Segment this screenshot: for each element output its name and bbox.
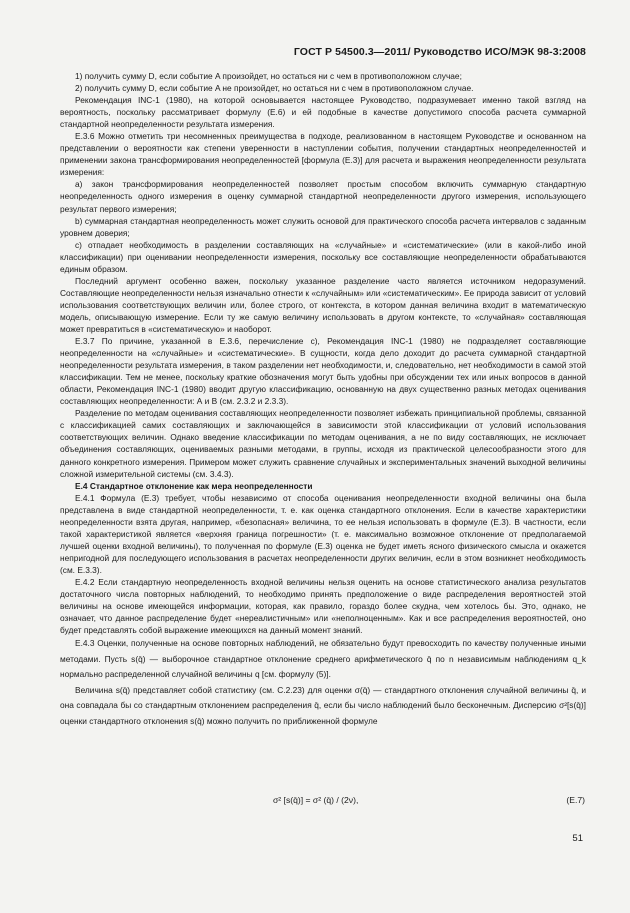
formula-expression: σ² [s(q̄)] = σ² (q̄) / (2ν), [273,795,359,805]
paragraph: Величина s(q̄) представляет собой статистику (см. С.2.23) для оценки σ(q̄) — стандартного отклонения случайной величины q̄, и она совпадала бы со стандартным отклонением распределения q̄, если бы число наблюдений было бесконечным. Дисперсию σ²[s(q̄)] оценки стандартного отклонения s(q̄) можно получить по приближенной формуле [60,684,586,726]
page-header: ГОСТ Р 54500.3—2011/ Руководство ИСО/МЭК 98-3:2008 [293,46,586,58]
paragraph: Разделение по методам оценивания составляющих неопределенности позволяет избежать принципиальной проблемы, связанной с классификацией самих составляющих и заключающейся в зависимости этой классификации от условий использования соответствующих величин. Однако введение классификации по методам оценивания, а не по виду составляющих, не исключает объединения составляющих, оцениваемых разными методами, в группы, исходя из практической целесообразности этого для данного конкретного измерения. Примером может служить сравнение случайных и экспериментальных значений выходной величины сложной измерительной системы (см. 3.4.3). [60,408,586,479]
paragraph: Е.4.1 Формула (Е.3) требует, чтобы независимо от способа оценивания неопределенности входной величины она была представлена в виде стандартной неопределенности, т. е. как оценка стандартного отклонения. Если в качестве характеристики неопределенности взята другая, например, «безопасная» величина, то ее нельзя использовать в формуле (Е.3). В частности, если такой характеристикой является «верхняя граница погрешности» (т. е. максимально возможное отклонение от предполагаемой лучшей оценки входной величины), то полученная по формуле (Е.3) оценка не будет иметь ясного физического смысла и окажется непригодной для последующего использования в расчетах неопределенности других величин, если в этом возникнет необходимость (см. Е.3.3). [60,492,586,575]
page-number: 51 [572,833,583,844]
paragraph: Рекомендация INC-1 (1980), на которой основывается настоящее Руководство, подразумевает именно такой взгляд на вероятность, поскольку рассматривает формулу (Е.6) и ей подобные в качестве допустимого способа расчета суммарной стандартной неопределенности результата измерения. [60,95,586,130]
list-item: a) закон трансформирования неопределенностей позволяет простым способом включить суммарную стандартную неопределенность одного измерения в оценку суммарной стандартной неопределенности другого измерения, использующего результат первого измерения; [60,179,586,214]
paragraph: Последний аргумент особенно важен, поскольку указанное разделение часто является источником недоразумений. Составляющие неопределенности нельзя изначально отнести к «случайным» или «систематическим». Ее природа зависит от условий использования соответствующих величин или, более строго, от контекста, в котором данная величина входит в математическую модель, описывающую измерение. Если ту же самую величину использовать в другом контексте, то «случайная» составляющая может превратиться в «систематическую» и наоборот. [60,275,586,334]
document-body [60,70,586,729]
formula-number: (Е.7) [566,795,585,805]
list-item: 2) получить сумму D, если событие A не произойдет, но остаться ни с чем в противоположном случае. [75,83,474,94]
formula-e7 [0,795,630,809]
list-item: c) отпадает необходимость в разделении составляющих на «случайные» и «систематические» (или в какой-либо иной классификации) при оценивании неопределенности измерения, поскольку все составляющие неопределенности обрабатываются единым образом. [60,239,586,274]
list-item: b) суммарная стандартная неопределенность может служить основой для практического способа расчета интервалов с заданным уровнем доверия; [60,215,586,238]
paragraph: Е.3.7 По причине, указанной в Е.3.6, перечисление c), Рекомендация INC-1 (1980) не подразделяет составляющие неопределенности на «случайные» и «систематические». В сущности, когда дело доходит до расчета суммарной стандартной неопределенности результата измерения, в таком разделении нет необходимости, и, следовательно, нет необходимости в самой этой классификации. Тем не менее, поскольку краткие обозначения могут быть удобны при обсуждении тех или иных вопросов в данной области, Рекомендация INC-1 (1980) вводит другую классификацию, основанную на двух существенно разных методах оценивания составляющих неопределенности: А и В (см. 2.3.2 и 2.3.3). [60,336,586,407]
paragraph: Е.4.3 Оценки, полученные на основе повторных наблюдений, не обязательно будут превосходить по качеству полученные иными методами. Пусть s(q̄) — выборочное стандартное отклонение среднего арифметического q̄ по n независимым наблюдениям q_k нормально распределенной случайной величины q [см. формулу (5)]. [60,638,586,680]
section-heading: Е.4 Стандартное отклонение как мера неопределенности [75,480,313,491]
paragraph: Е.4.2 Если стандартную неопределенность входной величины нельзя оценить на основе статистического анализа результатов достаточного числа повторных наблюдений, то необходимо принять предположение о виде распределения вероятностей этой величины на основе имеющейся информации, которая, как правило, гораздо более скудна, чем хотелось бы. Это, однако, не означает, что данное распределение будет «нереалистичным» или «неполноценным». Как и все распределения вероятностей, оно будет представлять собой выражение имеющихся на данный момент знаний. [60,576,586,636]
paragraph: Е.3.6 Можно отметить три несомненных преимущества в подходе, реализованном в настоящем Руководстве и основанном на представлении о вероятности как степени уверенности в наступлении события, получении стандартных неопределенностей и применении закона трансформирования неопределенностей [формула (Е.3)] для расчета и выражения неопределенности результата измерения: [60,131,586,178]
list-item: 1) получить сумму D, если событие A произойдет, но остаться ни с чем в противоположном случае; [75,71,462,81]
